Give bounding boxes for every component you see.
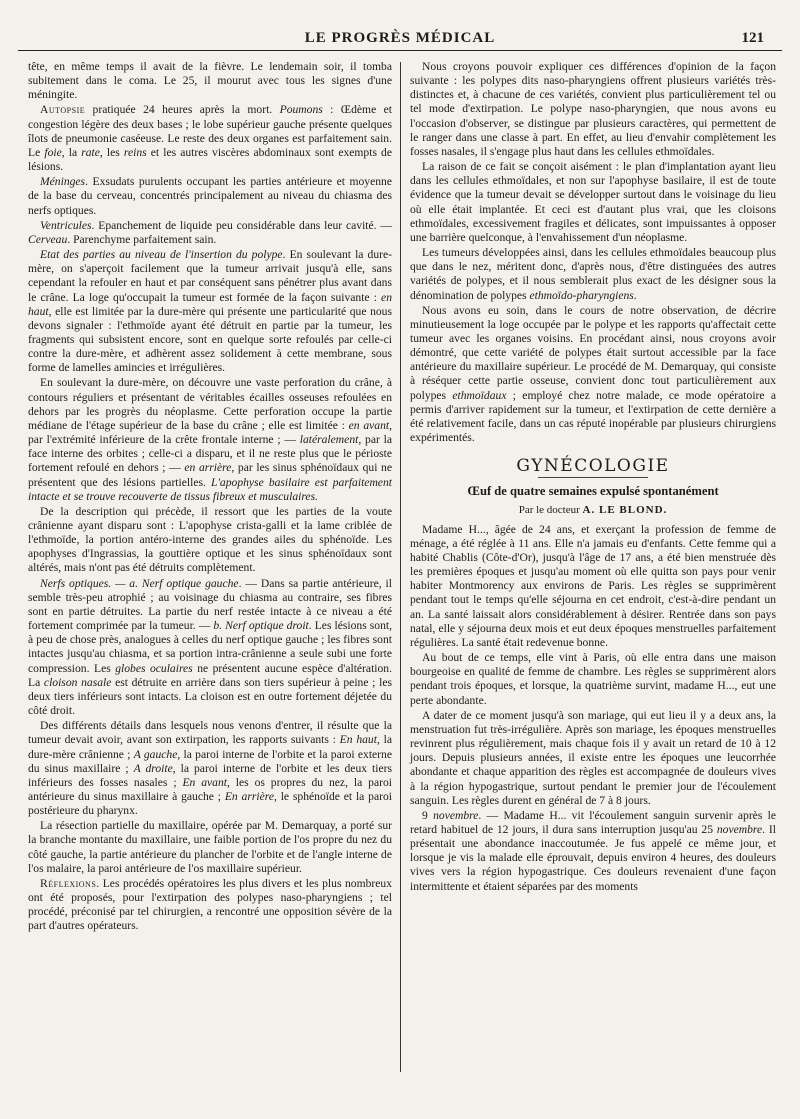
paragraph-ethmoido bbox=[410, 246, 776, 303]
text-em: globes oculaires bbox=[115, 661, 193, 675]
text-em: En arrière bbox=[224, 789, 274, 803]
reflexions-lead: Réflexions bbox=[40, 876, 97, 890]
running-header bbox=[18, 28, 782, 51]
column-divider bbox=[400, 62, 401, 1072]
article-title: Œuf de quatre semaines expulsé spontanément bbox=[467, 484, 719, 499]
paragraph: Au bout de ce temps, elle vint à Paris, où elle entra dans une maison bourgeoise en qualité de femme de chambre. Les règles se supprimèrent alors pendant trois époques, et lorsque, la quatrième survint, madame H..., eut une perte abondante. bbox=[410, 651, 776, 707]
page-number: 121 bbox=[741, 30, 764, 46]
paragraph: De la description qui précède, il ressort que les parties de la voute crânienne ayant disparu sont : L'apophyse crista-galli et la lame criblée de l'ethmoïde, la portion antéro-interne des grandes ailes du sphénoïde. Les apophyses d'Ingrassias, la gouttière optique et les sinus sphénoïdaux sont altérés, mais n'ont pas été détruits complètement. bbox=[28, 504, 392, 575]
text-em: Nerfs optiques. — a. Nerf optique gauche bbox=[40, 576, 239, 590]
paragraph: tête, en même temps il avait de la fièvre. Le lendemain soir, il tomba subitement dans le coma. Le 25, il mourut avec tous les signes d'une méningite. bbox=[28, 60, 392, 102]
text-em: Ventricules bbox=[40, 218, 92, 232]
paragraph: La résection partielle du maxillaire, opérée par M. Demarquay, a porté sur la branche montante du maxillaire, une faible portion de l'os propre du nez du côté gauche, la partie antérieure du plancher de l'orbite et de l'angle interne de l'os malaire, la paroi antérieure de l'os maxillaire supérieur. bbox=[28, 819, 392, 875]
text-em: En haut bbox=[339, 733, 377, 747]
paragraph-novembre bbox=[410, 809, 776, 894]
text-em: foie bbox=[44, 145, 62, 159]
paragraph-rapports bbox=[28, 719, 392, 818]
text: et les autres viscères abdominaux sont exempts de lésions. bbox=[28, 145, 392, 174]
text: Les tumeurs développées ainsi, dans les cellules ethmoïdales beaucoup plus que dans le nez, méritent donc, d'après nous, d'être distinguées des autres variétés de polypes, et il nous semblerait plus exact de les désigner sous la dénomination de polypes bbox=[410, 246, 776, 302]
paragraph-meninges bbox=[28, 175, 392, 217]
paragraph-demarquay bbox=[410, 304, 776, 446]
text-em: novembre bbox=[433, 808, 479, 822]
text: , la bbox=[61, 145, 82, 159]
text: , par l'extrémité inférieure de la crête frontale interne ; — bbox=[28, 418, 392, 447]
text: , les bbox=[99, 145, 124, 159]
autopsy-lead: Autopsie bbox=[40, 103, 86, 117]
text: : Œdème et congestion légère des deux bases ; le lobe supérieur gauche présente quelques îlots de pneumonie caséeuse. Le reste des deux organes est parfaitement sain. Le bbox=[28, 103, 392, 159]
text-em: cloison nasale bbox=[43, 675, 112, 689]
text-em: en haut bbox=[28, 290, 392, 318]
journal-title: LE PROGRÈS MÉDICAL bbox=[304, 30, 496, 46]
text: ne présentent aucune espèce d'altération. La bbox=[28, 661, 393, 689]
byline bbox=[410, 503, 776, 517]
section-heading: GYNÉCOLOGIE bbox=[516, 456, 670, 477]
text-em: en avant bbox=[348, 418, 390, 432]
text: , par les sinus sphénoïdaux qui ne présentent que des lésions partielles. bbox=[28, 461, 392, 489]
text: est détruite en arrière dans son tiers supérieur à peine ; les deux tiers inférieurs sont intacts. La cloison est en outre fortement déjetée du côté droit. bbox=[28, 675, 392, 718]
text-em: A gauche bbox=[133, 747, 178, 761]
text: Nous avons eu soin, dans le cours de notre observation, de décrire minutieusement la loge occupée par le polype et les rapports qu'affectait cette tumeur avec les organes voisins. En procédant ainsi, nous croyons avoir démontré, que cette variété de polypes était surtout accessible par la face antérieure du maxillaire supérieur. Le procédé de M. Demarquay, qui consiste à réséquer cette partie osseuse, convient donc tout particulièrement aux polypes bbox=[410, 303, 776, 402]
text: 9 bbox=[422, 808, 434, 822]
section-rule bbox=[538, 477, 648, 478]
text: . Parenchyme parfaitement sain. bbox=[67, 232, 217, 246]
text-em: rate bbox=[81, 145, 100, 159]
text-em: Méninges bbox=[40, 175, 86, 189]
text: . Les procédés opératoires les plus divers et les plus nombreux ont été proposés, pour l'extirpation des polypes naso-pharyngiens ; tel procédé, préconisé par tel chirurgien, a rencontré une opposition sévère de la part d'autres opérateurs. bbox=[28, 876, 392, 933]
text: . Exsudats purulents occupant les parties antérieure et moyenne de la base du cerveau, concentrés principalement au niveau du chiasma des nerfs optiques. bbox=[28, 175, 392, 217]
text-em: novembre bbox=[716, 822, 763, 836]
text: . Les lésions sont, à peu de chose près, analogues à celles du nerf optique gauche ; les fibres sont intactes jusqu'au chiasma, et sa portion intra-crânienne a seule subi une forte compression. Les bbox=[28, 619, 392, 675]
text-em: A droite bbox=[133, 761, 173, 775]
text: , la paroi interne de l'orbite et les deux tiers inférieurs des fosses nasales ; bbox=[28, 761, 392, 789]
text: Des différents détails dans lesquels nous venons d'entrer, il résulte que la tumeur devait avoir, avant son extirpation, les rapports suivants : bbox=[28, 719, 392, 747]
text-em: en arrière bbox=[184, 461, 232, 475]
author-name: A. LE BLOND. bbox=[582, 503, 668, 516]
text: , le sphénoïde et la paroi postérieure du pharynx. bbox=[28, 789, 392, 818]
text: . bbox=[633, 288, 637, 302]
paragraph-insertion bbox=[28, 248, 392, 375]
paragraph: A dater de ce moment jusqu'à son mariage, qui eut lieu il y a deux ans, la menstruation fut très-irrégulière. Après son mariage, les époques menstruelles revinrent plus régulièrement, mais chaque fois il y avait un retard de 10 à 12 jours. Depuis plusieurs années, il existe entre les époques une leucorrhée abondante et chaque apparition des règles est accompagnée de douleurs vives à la région hypogastrique, surtout pendant le premier jour de l'écoulement sanguin. Les règles durent en général de 7 à 8 jours. bbox=[410, 708, 776, 807]
text-em: latéralement bbox=[299, 433, 359, 447]
paragraph: La raison de ce fait se conçoit aisément : le plan d'implantation ayant lieu dans les cellules ethmoïdales, et non sur l'apophyse basilaire, il est de toute évidence que la tumeur devait se développer surtout dans le voisinage du lieu où elle était implantée. Et ceci est d'autant plus vrai, que les cloisons ethmoïdales, excessivement fragiles et délicates, sont impuissantes à opposer une barrière quelconque, à l'envahissement d'un néoplasme. bbox=[410, 160, 776, 244]
text: , par la face interne des orbites ; celle-ci a disparu, et il ne reste plus que le périoste fortement refoulé en dehors ; — bbox=[28, 433, 392, 475]
left-column bbox=[28, 60, 392, 934]
text: . Il présentait une abondance inaccoutumée. Je fus appelé ce même jour, et lorsque je vis la malade elle éprouvait, depuis environ 4 heures, des douleurs vives vers la région hypogastrique. Ces douleurs revenaient d'une façon intermittente et étaient séparées par des moments bbox=[410, 822, 776, 893]
text-em: Etat des parties au niveau de l'insertion du polype bbox=[40, 248, 283, 262]
paragraph: Nous croyons pouvoir expliquer ces différences d'opinion de la façon suivante : les polypes dits naso-pharyngiens offrent plusieurs variétés très-distinctes et, à chacune de ces variétés, convient plus particulièrement tel ou tel mode d'extirpation. Le polype naso-pharyngien, que nous avons eu l'occasion d'observer, se distingue par plusieurs caractères, qui permettent de le ranger dans une classe à part. En effet, au lieu d'envahir complètement les fosses nasales, il s'engage plus haut dans les cellules ethmoïdales. bbox=[410, 60, 776, 158]
paragraph: Madame H..., âgée de 24 ans, et exerçant la profession de femme de ménage, a été réglée à 11 ans. Elle n'a jamais eu d'enfants. Cette femme qui a habité Chablis (Côte-d'Or), jusqu'à l'âge de 17 ans, a été bien menstruée dès les premières époques et jusqu'au moment où elle quitta son pays pour venir habiter Montmorency aux environs de Paris. Les règles se supprimèrent pendant tout le temps qu'elle séjourna en cet endroit, c'est-à-dire pendant un an. La santé laissait alors considérablement à désirer. Rentrée dans son pays natal, elle y séjourna deux mois et eut deux époques menstruelles parfaitement régulières. La santé était redevenue bonne. bbox=[410, 522, 776, 649]
paragraph-ventricules bbox=[28, 219, 392, 247]
paragraph-nerfs bbox=[28, 577, 392, 719]
paragraph-perforation bbox=[28, 376, 392, 503]
text: , elle est limitée par la dure-mère qui présente une particularité que nous devons signaler : l'ethmoïde ayant été détruit en partie par la tumeur, les fragments qui subsistent encore, sont en quelque sorte refoulés par celle-ci contre la dure-mère, et adhèrent assez solidement à cette membrane, sous forme de lamelles amincies et irrégulières. bbox=[28, 304, 392, 375]
byline-prefix: Par le docteur bbox=[518, 503, 583, 516]
paragraph-autopsy bbox=[28, 103, 392, 174]
text-em: L'apophyse basilaire est parfaitement intacte et se trouve recouverte de tissus fibreux et musculaires. bbox=[28, 475, 392, 503]
text-em: ethmoïdo-pharyngiens bbox=[529, 288, 634, 302]
text: . En soulevant la dure-mère, on s'aperçoit facilement que la tumeur arrivait jusqu'à elle, sans cependant la refouler en haut et par conséquent sans pénétrer plus avant dans le crâne. La loge qu'occupait la tumeur est formée de la façon suivante : bbox=[28, 248, 393, 304]
right-column bbox=[410, 60, 776, 894]
text: En soulevant la dure-mère, on découvre une vaste perforation du crâne, à contours réguliers et présentant de véritables écailles osseuses refoulées en dehors par les progrès du néoplasme. Cette perforation occupe la partie médiane de l'étage supérieur de la base du crâne ; elle est limitée : bbox=[28, 376, 392, 432]
text-em: Poumons bbox=[279, 103, 323, 117]
text: . Epanchement de liquide peu considérable dans leur cavité. — bbox=[91, 218, 392, 232]
text: . — Dans sa partie antérieure, il semble très-peu atrophié ; au voisinage du chiasma au contraire, ses fibres sont en partie détruites. La partie du nerf restée intacte à ce niveau a été fortement comprimée par la tumeur. — bbox=[28, 576, 392, 633]
text: pratiquée 24 heures après la mort. bbox=[85, 103, 280, 117]
text: ; employé chez notre malade, ce mode opératoire a permis d'arriver rapidement sur la tumeur, et l'extirpation de cette dernière a été relativement facile, dans un cas réputé inopérable par plusieurs chirurgiens expérimentés. bbox=[410, 388, 776, 445]
text: , la dure-mère crânienne ; bbox=[28, 733, 392, 761]
text: , les os propres du nez, la paroi antérieure du sinus maxillaire à gauche ; bbox=[28, 775, 392, 803]
text-em: En avant bbox=[182, 775, 227, 789]
text-em: b. Nerf optique droit bbox=[213, 619, 309, 633]
text: , la paroi interne de l'orbite et la paroi externe du sinus maxillaire ; bbox=[28, 747, 392, 775]
text-em: ethmoïdaux bbox=[452, 388, 507, 402]
text-em: Cerveau bbox=[28, 232, 68, 246]
text: . — Madame H... vit l'écoulement sanguin survenir après le retard habituel de 12 jours, il dura sans interruption jusqu'au 25 bbox=[410, 808, 776, 836]
text-em: reins bbox=[123, 145, 147, 159]
paragraph-reflexions bbox=[28, 877, 392, 934]
